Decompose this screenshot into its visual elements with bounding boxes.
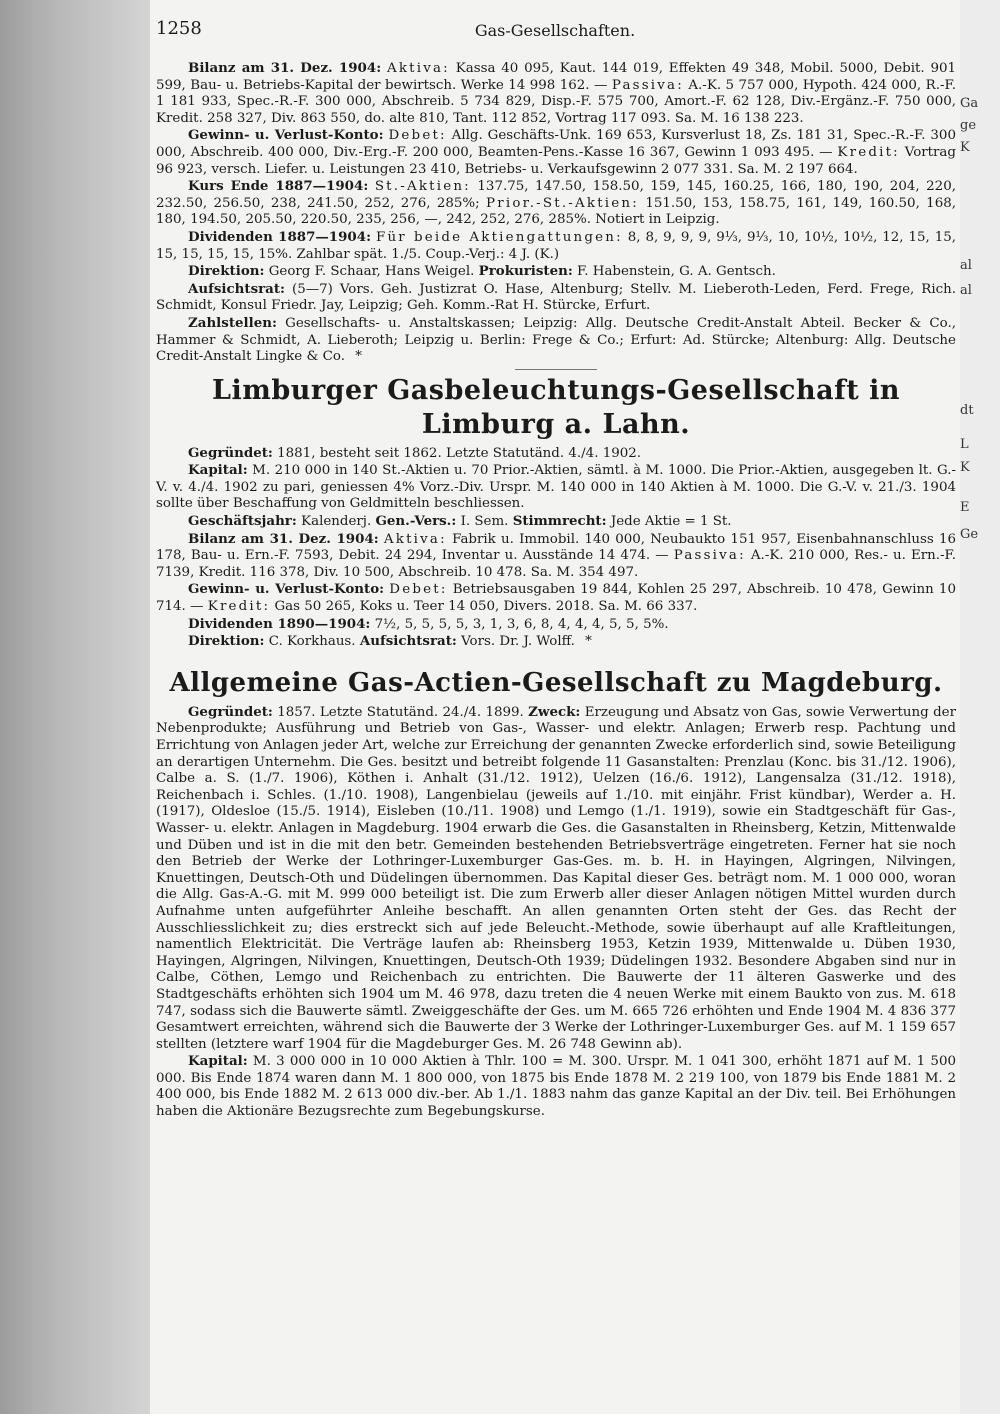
entry-label: Bilanz am 31. Dez. 1904:: [188, 60, 382, 76]
entry-sublabel: Prior.-St.-Aktien:: [486, 195, 639, 211]
entry-text: 1881, besteht seit 1862. Letzte Statutänd. 4./4. 1902.: [277, 445, 642, 461]
fiscal-year-paragraph: [156, 513, 956, 531]
entry-text: Gas 50 265, Koks u. Teer 14 050, Divers. 2018. Sa. M. 66 337.: [274, 599, 698, 615]
edge-fragment: Ge: [960, 527, 979, 542]
entry-label: Aufsichtsrat:: [359, 633, 457, 650]
edge-fragment: E: [960, 500, 970, 515]
entry-text: Fabrik u. Immobil. 140 000, Neubaukto 151 957, Eisenbahnanschluss 16 178, Bau- u. Ern.-F. 7593, Debit. 24 294, Inventar u. Ausstände 14 474. —: [156, 531, 956, 564]
entry-text: C. Korkhaus.: [268, 634, 356, 650]
entry-label: Direktion:: [188, 263, 265, 280]
dividends-paragraph: [156, 616, 956, 634]
entry-label: Geschäftsjahr:: [188, 513, 297, 530]
company-title: Limburger Gasbeleuchtungs-Gesellschaft in Limburg a. Lahn.: [212, 374, 900, 440]
edge-fragment: al: [960, 283, 972, 298]
entry-sublabel: Kredit:: [207, 599, 271, 615]
profit-loss-paragraph: [156, 127, 956, 178]
company-title: Allgemeine Gas-Actien-Gesellschaft zu Magdeburg.: [169, 667, 943, 698]
founded-paragraph: [156, 445, 956, 463]
entry-label: Kapital:: [188, 1053, 248, 1070]
entry-text: Kalenderj.: [301, 514, 372, 530]
page-content: [156, 60, 956, 1121]
dividends-paragraph: [156, 229, 956, 263]
entry-text: A.-K. 210 000, Res.- u. Ern.-F. 7139, Kredit. 116 378, Div. 10 500, Abschreib. 10 478. Sa. M. 354 497.: [156, 548, 956, 580]
entry-text: (5—7) Vors. Geh. Justizrat O. Hase, Altenburg; Stellv. M. Lieberoth-Leden, Ferd. Frege, Rich. Schmidt, Konsul Friedr. Jay, Leipzig; Geh. Komm.-Rat H. Stürcke, Erfurt.: [156, 281, 956, 314]
entry-text: F. Habenstein, G. A. Gentsch.: [577, 264, 776, 280]
section-magdeburg: [156, 665, 956, 1121]
section-divider: [515, 369, 597, 370]
entry-text: I. Sem.: [460, 514, 509, 530]
edge-fragment: ge: [960, 118, 977, 133]
entry-sublabel: Debet:: [388, 128, 447, 144]
entry-text: Vortrag 96 923, versch. Liefer. u. Leistungen 23 410, Betriebs- u. Verkaufsgewinn 2 077 331. Sa. M. 2 197 664.: [156, 144, 956, 177]
entry-text: A.-K. 5 757 000, Hypoth. 424 000, R.-F. 1 181 933, Spec.-R.-F. 300 000, Abschreib. 5 734 829, Disp.-F. 575 700, Amort.-F. 62 128, Div.-Ergänz.-F. 750 000, Kredit. 258 327, Div. 863 550, do. alte 810, Tant. 112 852, Vortrag 117 093. Sa. M. 16 138 223.: [156, 77, 956, 126]
capital-paragraph: [156, 462, 956, 513]
entry-sublabel: St.-Aktien:: [374, 179, 471, 195]
edge-fragment: K: [960, 140, 970, 155]
entry-text: 137.75, 147.50, 158.50, 159, 145, 160.25, 166, 180, 190, 204, 220, 232.50, 256.50, 238, 241.50, 252, 276, 285%;: [156, 179, 956, 211]
profit-loss-paragraph: [156, 581, 956, 615]
entry-text: M. 3 000 000 in 10 000 Aktien à Thlr. 100 = M. 300. Urspr. M. 1 041 300, erhöht 1871 auf M. 1 500 000. Bis Ende 1874 waren dann M. 1 800 000, von 1875 bis Ende 1878 M. 2 219 100, von 1879 bis Ende 1881 M. 2 400 000, bis Ende 1882 M. 2 613 000 div.-ber. Ab 1./1. 1883 nahm das ganze Kapital an der Div. teil. Bei Erhöhungen haben die Aktionäre Bezugsrechte zum Begebungskurse.: [156, 1054, 956, 1120]
edge-fragment: dt: [960, 403, 974, 418]
entry-sublabel: Debet:: [389, 582, 448, 598]
entry-text: 1857. Letzte Statutänd. 24./4. 1899.: [277, 704, 524, 720]
edge-fragment: K: [960, 460, 970, 475]
entry-text: 8, 8, 9, 9, 9, 9⅓, 9⅓, 10, 10½, 10½, 12, 15, 15, 15, 15, 15, 15, 15%. Zahlbar spät. 1./5. Coup.-Verj.: 4 J. (K.): [156, 229, 956, 262]
paying-agents-paragraph: [156, 315, 956, 366]
entry-label: Gegründet:: [188, 444, 273, 461]
entry-label: Bilanz am 31. Dez. 1904:: [188, 530, 379, 547]
entry-text: Allg. Geschäfts-Unk. 169 653, Kursverlust 18, Zs. 181 31, Spec.-R.-F. 300 000, Abschreib. 400 000, Div.-Erg.-F. 200 000, Beamten-Pens.-Kasse 16 367, Gewinn 1 093 495. —: [156, 128, 956, 160]
entry-end-marker: *: [585, 634, 592, 650]
entry-text: Erzeugung und Absatz von Gas, sowie Verwertung der Nebenprodukte; Ausführung und Betrieb von Gas-, Wasser- und elektr. Anlagen; Erwerb resp. Pachtung und Errichtung von Anlagen jeder Art, welche zur Erreichung der genannten Zwecke erforderlich sind, sowie Beteiligung an derartigen Unternehm. Die Ges. besitzt und betreibt folgende 11 Gasanstalten: Prenzlau (Konc. bis 31./12. 1906), Calbe a. S. (1./7. 1906), Köthen i. Anhalt (31./12. 1912), Uelzen (16./6. 1912), Langensalza (31./12. 1918), Reichenbach i. Schles. (1./10. 1908), Langenbielau (jeweils auf 1./10. mit einjähr. Frist kündbar), Werder a. H. (1917), Oldesloe (15./5. 1914), Eisleben (10./11. 1908) und Lemgo (1./1. 1919), sowie ein Stadtgeschäft für Gas-, Wasser- u. elektr. Anlagen in Magdeburg. 1904 erwarb die Ges. die Gasanstalten in Rheinsberg, Ketzin, Mittenwalde und Düben und ist in die mit den betr. Gemeinden bestehenden Betriebsverträge eingetreten. Ferner hat sie noch den Betrieb der Werke der Lothringer-Luxemburger Gas-Ges. m. b. H. in Hayingen, Algringen, Nilvingen, Knuettingen, Deutsch-Oth und Düdelingen übernommen. Das Kapital dieser Ges. beträgt nom. M. 1 000 000, woran die Allg. Gas-A.-G. mit M. 999 000 beteiligt ist. Die zum Erwerb aller dieser Anlagen nötigen Mittel wurden durch Aufnahme unten aufgeführter Anleihe beschafft. An allen genannten Orten steht der Ges. das Recht der Ausschliesslichkeit zu; dies erstreckt sich auf jede Beleucht.-Methode, sowie überhaupt auf alle Kraftleitungen, namentlich Elektricität. Die Verträge laufen ab: Rheinsberg 1953, Ketzin 1939, Mittenwalde u. Düben 1930, Hayingen, Algringen, Nilvingen, Knuettingen, Deutsch-Oth 1939; Düdelingen 1932. Besondere Abgaben sind nur in Calbe, Cöthen, Lemgo und Reichenbach zu entrichten. Die Bauwerte der 11 älteren Gaswerke und des Stadtgeschäfts erhöhten sich 1904 um M. 46 978, dazu treten die 4 neuen Werke mit einem Baukto von zus. M. 618 747, sodass sich die Bauwerte sämtl. Zweiggeschäfte der Ges. um M. 665 726 erhöhten und Ende 1904 M. 4 836 377 Gesamtwert erreichten, während sich die Bauwerte der 3 Werke der Lothringer-Luxemburger Ges. auf M. 1 159 657 stellten (letztere warf 1904 für die Magdeburger Ges. M. 26 748 Gewinn ab).: [156, 704, 957, 1052]
balance-sheet-paragraph: [156, 60, 956, 127]
supervisory-board-paragraph: [156, 281, 956, 315]
entry-text: Kassa 40 095, Kaut. 144 019, Effekten 49 348, Mobil. 5000, Debit. 901 599, Bau- u. Betriebs-Kapital der bewirtsch. Werke 14 998 162. —: [156, 61, 956, 93]
entry-label: Prokuristen:: [478, 263, 573, 280]
entry-sublabel: Kredit:: [837, 144, 900, 160]
entry-text: 151.50, 153, 158.75, 161, 149, 160.50, 168, 180, 194.50, 205.50, 220.50, 235, 256, —, 242, 252, 276, 285%. Notiert in Leipzig.: [156, 195, 956, 228]
document-page: [150, 0, 960, 1414]
capital-paragraph: [156, 1053, 956, 1120]
section-limburg: [156, 374, 956, 651]
entry-label: Gegründet:: [188, 703, 273, 720]
entry-label: Aufsichtsrat:: [188, 280, 285, 297]
entry-label: Stimmrecht:: [512, 513, 607, 530]
entry-label: Zweck:: [528, 703, 581, 720]
entry-label: Kurs Ende 1887—1904:: [188, 178, 369, 195]
entry-label: Gewinn- u. Verlust-Konto:: [188, 127, 384, 144]
entry-text: M. 210 000 in 140 St.-Aktien u. 70 Prior.-Aktien, sämtl. à M. 1000. Die Prior.-Aktien, ausgegeben lt. G.-V. v. 4./4. 1902 zu pari, geniessen 4% Vorz.-Div. Urspr. M. 140 000 in 140 Aktien à M. 1000. Die G.-V. v. 21./3. 1904 sollte über Beschaffung von Geldmitteln beschliessen.: [156, 463, 956, 512]
edge-fragment: al: [960, 258, 972, 273]
share-price-paragraph: [156, 178, 956, 229]
founded-purpose-paragraph: [156, 704, 956, 1053]
entry-text: Vors. Dr. J. Wolff.: [461, 634, 575, 650]
section-previous-company: [156, 60, 956, 366]
entry-sublabel: Passiva:: [673, 548, 746, 564]
entry-sublabel: Für beide Aktiengattungen:: [375, 229, 623, 245]
entry-sublabel: Aktiva:: [386, 61, 450, 76]
entry-text: Jede Aktie = 1 St.: [610, 514, 732, 530]
entry-text: Gesellschafts- u. Anstaltskassen; Leipzig: Allg. Deutsche Credit-Anstalt Abteil. Becker & Co., Hammer & Schmidt, A. Lieberoth; Leipzig u. Berlin: Frege & Co.; Erfurt: Ad. Stürcke; Altenburg: Allg. Deutsche Credit-Anstalt Lingke & Co.: [156, 315, 956, 365]
entry-label: Gen.-Vers.:: [375, 513, 457, 530]
entry-label: Direktion:: [188, 633, 265, 650]
scan-left-margin: [0, 0, 150, 1414]
entry-text: 7½, 5, 5, 5, 5, 3, 1, 3, 6, 8, 4, 4, 4, 5, 5, 5%.: [374, 616, 669, 632]
entry-label: Kapital:: [188, 462, 248, 479]
running-head: [150, 18, 960, 48]
entry-sublabel: Aktiva:: [383, 531, 447, 547]
management-paragraph: [156, 633, 956, 651]
edge-fragment: Ga: [960, 96, 979, 111]
entry-text: Betriebsausgaben 19 844, Kohlen 25 297, Abschreib. 10 478, Gewinn 10 714. —: [156, 582, 956, 615]
entry-sublabel: Passiva:: [611, 77, 684, 93]
entry-label: Dividenden 1890—1904:: [188, 615, 371, 632]
entry-label: Zahlstellen:: [188, 314, 277, 331]
management-paragraph: [156, 263, 956, 281]
entry-end-marker: *: [355, 349, 362, 365]
entry-text: Georg F. Schaar, Hans Weigel.: [268, 264, 475, 280]
entry-label: Dividenden 1887—1904:: [188, 228, 372, 245]
running-title: Gas-Gesellschaften.: [474, 21, 636, 40]
edge-fragment: L: [960, 437, 969, 452]
balance-sheet-paragraph: [156, 531, 956, 582]
entry-label: Gewinn- u. Verlust-Konto:: [188, 581, 385, 598]
page-number: 1258: [156, 18, 202, 39]
